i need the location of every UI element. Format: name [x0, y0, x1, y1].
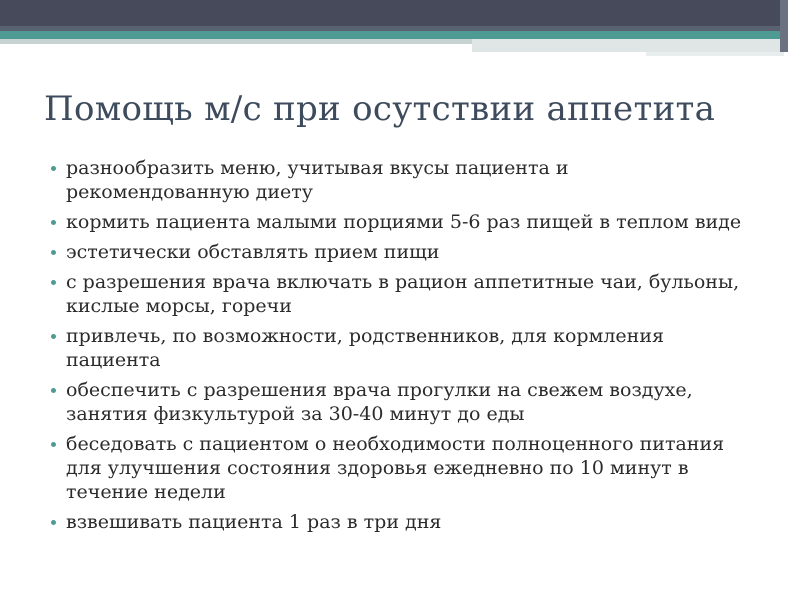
header-bar-light-right-lower [472, 44, 782, 52]
bullet-text: беседовать с пациентом о необходимости полноценного питания для улучшения состояния здоровья ежедневно по 10 минут в течение недели [66, 433, 725, 503]
bullet-dot-icon [51, 280, 56, 285]
bullet-item [44, 240, 744, 264]
header-bar-right-strip [780, 0, 788, 52]
bullet-item [44, 156, 744, 204]
bullet-item [44, 378, 744, 426]
bullet-item [44, 510, 744, 534]
bullet-dot-icon [51, 520, 56, 525]
bullet-text: эстетически обставлять прием пищи [66, 241, 440, 263]
header-bar-dark [0, 0, 800, 26]
bullet-item [44, 324, 744, 372]
bullet-dot-icon [51, 388, 56, 393]
bullet-text: привлечь, по возможности, родственников, для кормления пациента [66, 325, 664, 371]
bullet-dot-icon [51, 166, 56, 171]
bullet-item [44, 210, 744, 234]
bullet-text: обеспечить с разрешения врача прогулки на свежем воздухе, занятия физкультурой за 30-40 минут до еды [66, 379, 693, 425]
bullet-text: кормить пациента малыми порциями 5-6 раз пищей в теплом виде [66, 211, 742, 233]
bullet-item [44, 270, 744, 318]
bullet-dot-icon [51, 250, 56, 255]
bullet-dot-icon [51, 220, 56, 225]
header-bar-light-right-tail [646, 52, 784, 56]
header-bar-light [0, 39, 472, 44]
bullet-text: взвешивать пациента 1 раз в три дня [66, 511, 442, 533]
bullet-item [44, 432, 744, 504]
bullet-dot-icon [51, 334, 56, 339]
header-bar-teal [0, 31, 780, 39]
slide-title: Помощь м/с при осутствии аппетита [44, 89, 716, 129]
slide-right-margin [788, 0, 800, 600]
bullet-text: разнообразить меню, учитывая вкусы пациента и рекомендованную диету [66, 157, 569, 203]
bullet-dot-icon [51, 442, 56, 447]
bullet-list [44, 156, 744, 540]
bullet-text: с разрешения врача включать в рацион аппетитные чаи, бульоны, кислые морсы, горечи [66, 271, 740, 317]
